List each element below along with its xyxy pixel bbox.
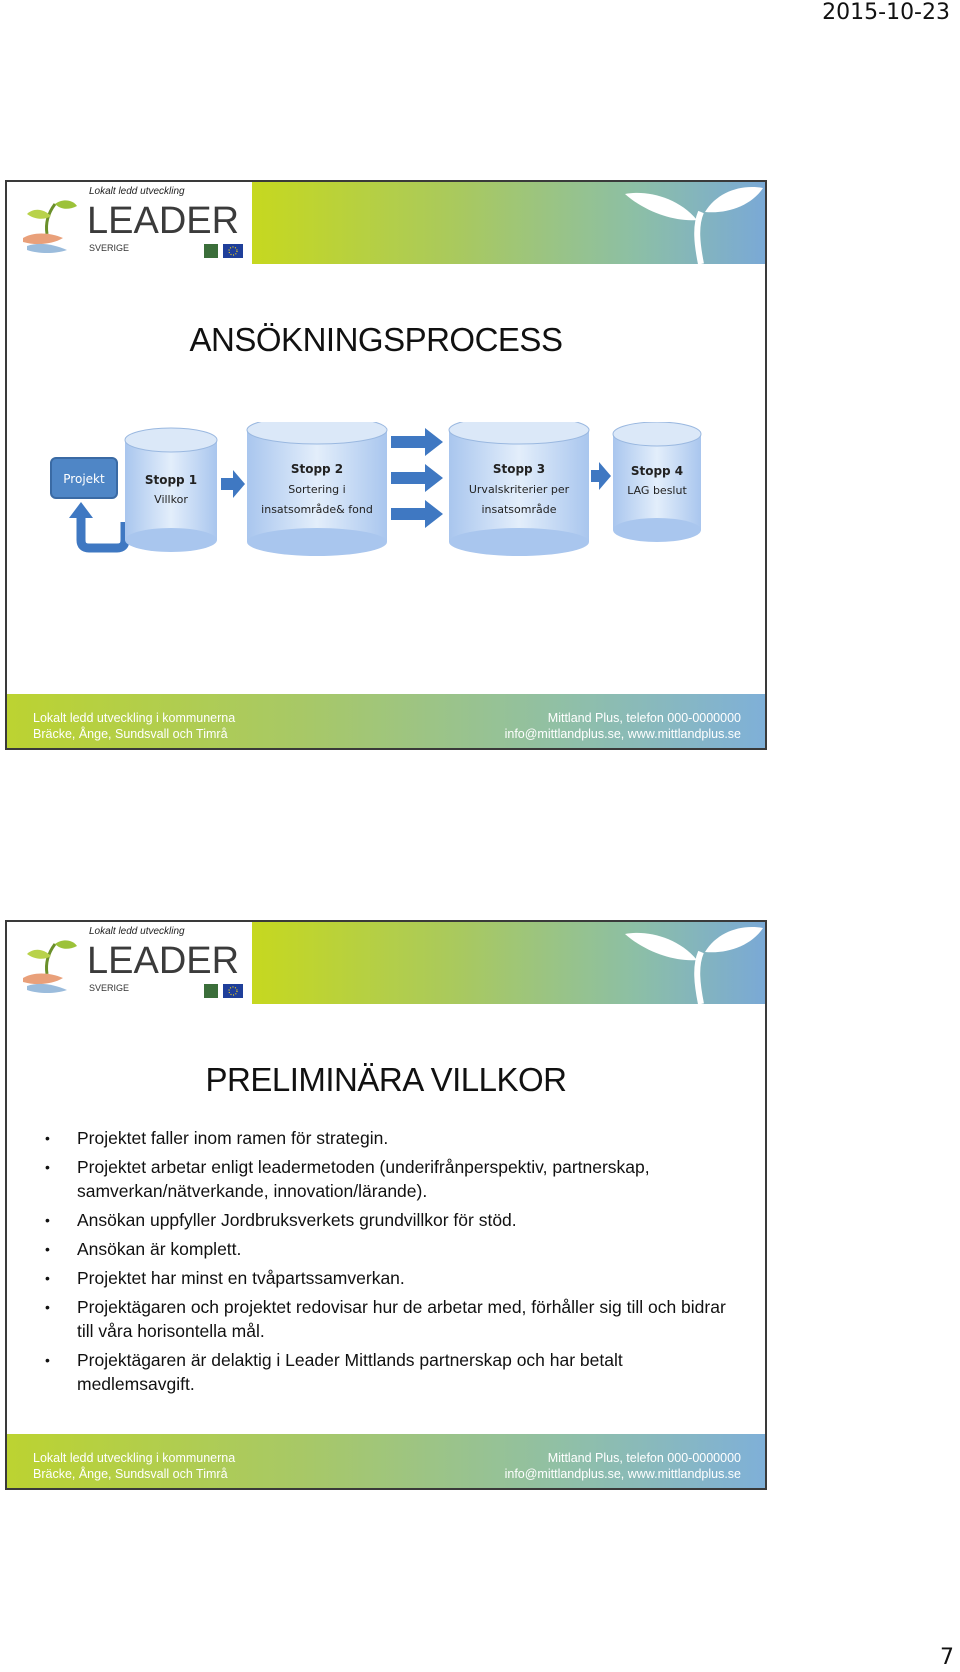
hand-icon — [23, 234, 63, 245]
slide-header — [7, 922, 765, 1004]
page-number: 7 — [940, 1645, 954, 1670]
slide-title: PRELIMINÄRA VILLKOR — [205, 1061, 567, 1098]
svg-text:Urvalskriterier per: Urvalskriterier per — [468, 483, 570, 496]
svg-text:Stopp 4: Stopp 4 — [630, 464, 684, 478]
slide-header — [7, 182, 765, 264]
logo-tagline: Lokalt ledd utveckling — [89, 926, 185, 937]
logo-tagline: Lokalt ledd utveckling — [89, 186, 185, 197]
footer-left-line2: Bräcke, Ånge, Sundsvall och Timrå — [33, 1467, 228, 1481]
logo-wordmark: LEADER — [87, 940, 240, 982]
cylinder-stopp2 — [247, 422, 387, 556]
header-band — [252, 182, 765, 264]
leader-badge-icon — [204, 984, 218, 998]
svg-text:Stopp 2: Stopp 2 — [290, 462, 344, 476]
leader-logo — [19, 926, 251, 1002]
leaf-sprout-icon — [605, 182, 765, 264]
header-band — [252, 922, 765, 1004]
slide-ansokningsprocess — [5, 180, 767, 750]
page-date: 2015-10-23 — [822, 0, 950, 25]
footer-left-line2: Bräcke, Ånge, Sundsvall och Timrå — [33, 727, 228, 741]
list-item: • Projektet har minst en tvåpartssamverkan. — [45, 1266, 745, 1290]
footer-right-line2: info@mittlandplus.se, www.mittlandplus.se — [504, 727, 741, 741]
logo-wordmark: LEADER — [87, 200, 240, 242]
slide-title: ANSÖKNINGSPROCESS — [189, 321, 563, 358]
cylinder-stopp3 — [449, 422, 589, 556]
cylinder-stopp4 — [613, 422, 701, 542]
svg-text:Projekt: Projekt — [63, 472, 105, 486]
eu-flag-icon — [223, 244, 243, 258]
hand-icon — [23, 974, 63, 985]
leaf-sprout-icon — [19, 934, 85, 1000]
list-item: • Ansökan uppfyller Jordbruksverkets grundvillkor för stöd. — [45, 1208, 745, 1232]
list-item: • Projektet arbetar enligt leadermetoden (underifrånperspektiv, partnerskap, samverkan/nätverkande, innovation/lärande). — [45, 1155, 745, 1203]
arrow-right — [221, 470, 245, 498]
footer-right-line2: info@mittlandplus.se, www.mittlandplus.se — [504, 1467, 741, 1481]
footer-right-line1: Mittland Plus, telefon 000-0000000 — [547, 711, 741, 725]
footer-right-line1: Mittland Plus, telefon 000-0000000 — [547, 1451, 741, 1465]
arrow-stack — [391, 428, 443, 528]
eu-flag-icon — [223, 984, 243, 998]
svg-text:Villkor: Villkor — [154, 493, 188, 506]
leaf-sprout-icon — [19, 194, 85, 260]
cylinder-stopp1 — [125, 428, 217, 552]
list-item: • Projektet faller inom ramen för strategin. — [45, 1126, 745, 1150]
leader-logo — [19, 186, 251, 262]
list-item: • Projektägaren är delaktig i Leader Mittlands partnerskap och har betalt medlemsavgift. — [45, 1348, 745, 1396]
list-item: • Projektägaren och projektet redovisar hur de arbetar med, förhåller sig till och bidrar till våra horisontella mål. — [45, 1295, 745, 1343]
return-arrow — [81, 516, 125, 548]
logo-country: SVERIGE — [89, 983, 130, 993]
footer-left-line1: Lokalt ledd utveckling i kommunerna — [33, 711, 236, 725]
leader-badge-icon — [204, 244, 218, 258]
logo-country: SVERIGE — [89, 243, 130, 253]
conditions-list — [45, 1126, 745, 1401]
slide-footer — [7, 694, 765, 748]
projekt-box — [51, 458, 117, 498]
svg-text:LAG beslut: LAG beslut — [627, 484, 687, 497]
svg-text:Stopp 1: Stopp 1 — [144, 473, 198, 487]
svg-text:insatsområde: insatsområde — [481, 503, 557, 516]
slide-preliminara-villkor — [5, 920, 767, 1490]
slide-footer — [7, 1434, 765, 1488]
list-item: • Ansökan är komplett. — [45, 1237, 745, 1261]
leaf-sprout-icon — [605, 922, 765, 1004]
process-flow-diagram — [7, 422, 765, 582]
svg-text:Sortering i: Sortering i — [288, 483, 346, 496]
arrow-right — [591, 462, 611, 490]
svg-text:insatsområde& fond: insatsområde& fond — [261, 503, 373, 516]
footer-left-line1: Lokalt ledd utveckling i kommunerna — [33, 1451, 236, 1465]
svg-text:Stopp 3: Stopp 3 — [492, 462, 546, 476]
